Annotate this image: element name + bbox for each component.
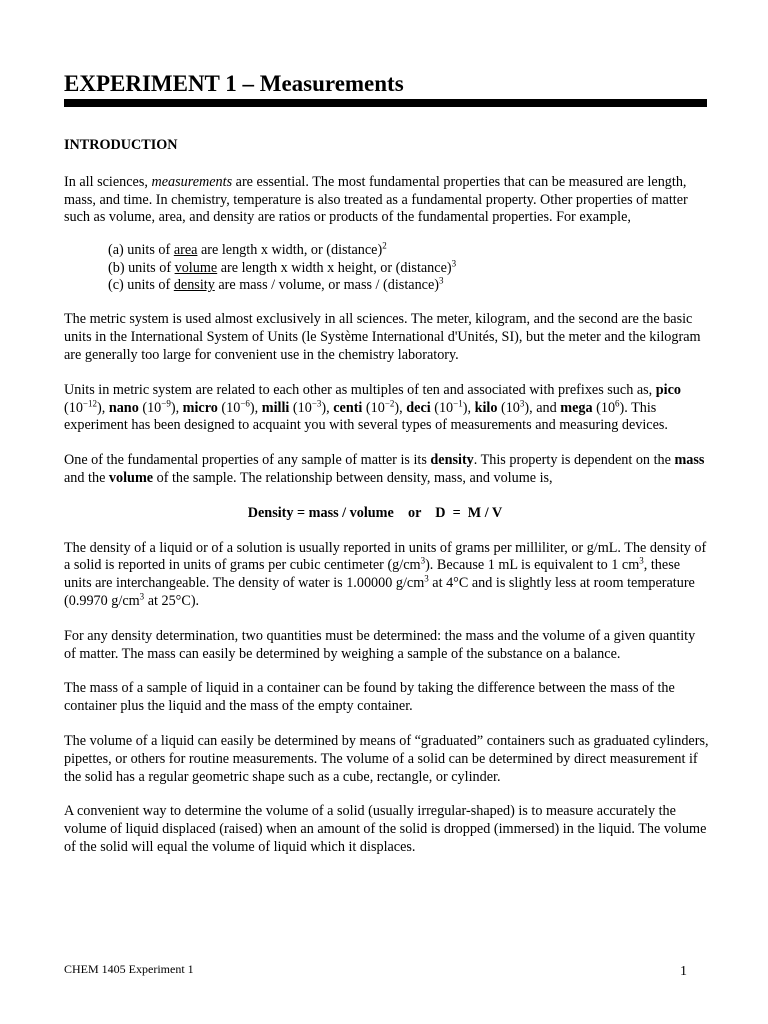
text-run: and the [64, 469, 109, 486]
intro-paragraph [64, 174, 710, 227]
prefix-name: micro [182, 399, 218, 416]
superscript: 3 [438, 275, 444, 286]
text-run: ). [619, 399, 632, 416]
superscript: 3 [420, 555, 426, 566]
text-run: (10 [64, 399, 83, 416]
text-run: In all sciences, [64, 173, 152, 190]
text-run: ). Because 1 mL is equivalent to 1 cm [425, 557, 640, 574]
superscript: 3 [139, 591, 145, 602]
superscript: −9 [161, 397, 171, 408]
footer-course: CHEM 1405 Experiment 1 [64, 962, 194, 976]
text-run: ), [170, 399, 183, 416]
title-rule [64, 99, 707, 107]
text-run: are length x width, or (distance) [197, 242, 383, 259]
page-title: EXPERIMENT 1 – Measurements [64, 71, 404, 96]
text-run: ), [249, 399, 262, 416]
superscript: −3 [311, 397, 322, 408]
text-run: (b) units of [108, 259, 175, 276]
text-run: ), [97, 399, 109, 416]
text-run: (10 [362, 399, 385, 416]
text-run: ), [321, 399, 334, 416]
superscript: 3 [519, 397, 525, 408]
prefix-name: deci [406, 399, 431, 416]
emphasis-text: measurements [151, 173, 233, 190]
underlined-term: area [173, 242, 198, 259]
underlined-term: volume [174, 259, 218, 276]
metric-paragraph: The metric system is used almost exclusively in all sciences. The meter, kilogram, and the second are the basic units in the International System of Units (le Système International d'Unités, SI), but the meter and the kilogram are generally too large for convenient use in the chemistry laboratory. [64, 311, 701, 363]
list-item [108, 257, 710, 277]
text-run: (a) units of [108, 242, 174, 259]
mass-liquid-paragraph: The mass of a sample of liquid in a container can be found by taking the difference between the mass of the container plus the liquid and the mass of the empty container. [64, 680, 675, 715]
superscript: 6 [615, 397, 620, 408]
prefix-name: centi [333, 399, 363, 416]
text-run: at 4°C and is slightly less at room temperature (0.9970 g/cm [64, 575, 695, 609]
text-run: (10 [217, 399, 241, 416]
superscript: −1 [453, 397, 463, 408]
text-run: ), [462, 399, 475, 416]
text-run: Units in metric system are related to each other as multiples of ten and associated with prefixes such as, [64, 381, 656, 398]
text-run: (10 [497, 399, 520, 416]
list-item [108, 242, 710, 259]
text-run: (10 [289, 399, 312, 416]
text-run: are length x width x height, or (distance) [217, 259, 452, 276]
displacement-paragraph: A convenient way to determine the volume of a solid (usually irregular-shaped) is to measure accurately the volume of liquid displaced (raised) when an amount of the solid is dropped (immersed) in the liquid. The volume of the solid will equal the volume of liquid which it displaces. [64, 803, 707, 855]
superscript: 3 [424, 573, 429, 584]
prefix-name: kilo [474, 399, 498, 416]
text-run: ), and [524, 399, 561, 416]
text-run: One of the fundamental properties of any sample of matter is its [64, 452, 431, 469]
text-run: are mass / volume, or mass / (distance) [214, 277, 439, 293]
density-paragraph [64, 452, 710, 488]
superscript: −6 [240, 397, 250, 408]
underlined-term: density [173, 277, 215, 293]
text-run: . This property is dependent on the [473, 452, 675, 469]
density-formula: Density = mass / volume or D = M / V [247, 504, 503, 521]
examples-list [64, 242, 710, 294]
text-run: (c) units of [108, 277, 174, 293]
superscript: 3 [639, 555, 644, 566]
text-run: are essential. The most fundamental properties that can be measured are length, mass, and time. In chemistry, temperature is also treated as a fundamental property. Other properties of matter such as volume, area, and density are ratios or products of the fundamental properties. For example, [64, 173, 688, 226]
list-item [108, 277, 710, 294]
bold-term: density [430, 452, 474, 469]
text-run: This experiment has been designed to acquaint you with several types of measurements and measuring devices. [64, 399, 668, 434]
prefix-name: nano [108, 399, 139, 416]
document-body [64, 137, 710, 857]
volume-liquid-paragraph: The volume of a liquid can easily be determined by means of “graduated” containers such as graduated cylinders, pipettes, or others for routine measurements. The volume of a solid can be determined by direct measurement if the solid has a regular geometric shape such as a cube, rectangle, or cylinder. [64, 732, 709, 785]
determination-paragraph: For any density determination, two quantities must be determined: the mass and the volume of a given quantity of matter. The mass can easily be determined by weighing a sample of the substance on a balance. [64, 627, 696, 662]
text-run: ), [394, 399, 407, 416]
text-run: , these units are interchangeable. The density of water is 1.00000 g/cm [64, 557, 681, 592]
prefix-name: pico [655, 381, 681, 398]
text-run: (10 [138, 399, 162, 416]
prefix-name: mega [560, 399, 593, 416]
prefix-name: milli [261, 399, 290, 416]
section-heading: INTRODUCTION [64, 137, 178, 153]
text-run: of the sample. The relationship between density, mass, and volume is, [153, 469, 553, 486]
text-run: at 25°C). [144, 592, 200, 609]
superscript: −2 [384, 397, 395, 408]
bold-term: volume [108, 469, 154, 486]
prefixes-paragraph [64, 382, 710, 435]
text-run: (10 [430, 399, 454, 416]
text-run: The density of a liquid or of a solution is usually reported in units of grams per milliliter, or g/mL. The density of a solid is reported in units of grams per cubic centimeter (g/cm [64, 539, 707, 574]
superscript: −12 [82, 397, 97, 408]
page-number: 1 [680, 964, 687, 979]
units-paragraph [64, 540, 710, 611]
text-run: (10 [592, 399, 616, 416]
bold-term: mass [674, 452, 705, 469]
superscript: 2 [382, 240, 387, 251]
superscript: 3 [451, 257, 457, 268]
